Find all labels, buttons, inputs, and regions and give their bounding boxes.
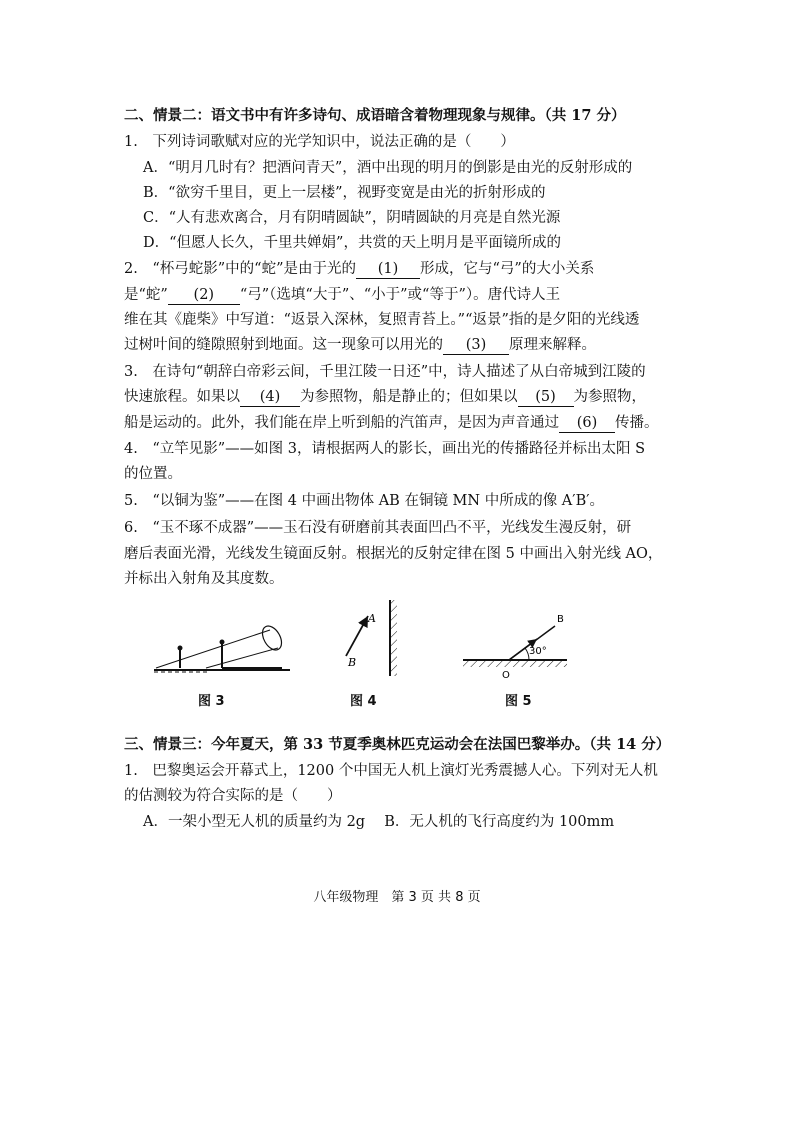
angle-label: 30° bbox=[529, 646, 547, 657]
blank-5: (5) bbox=[518, 389, 574, 407]
sun-ray-2 bbox=[206, 648, 278, 668]
q1-option-c: C．“人有悲欢离合，月有阴晴圆缺”，阴晴圆缺的月亮是自然光源 bbox=[143, 210, 561, 226]
label-o: O bbox=[502, 670, 510, 681]
label-a: A bbox=[368, 612, 376, 625]
q6-line1: 6. “玉不琢不成器”——玉石没有研磨前其表面凹凸不平，光线发生漫反射，研 bbox=[124, 520, 632, 536]
person-2-head bbox=[220, 640, 225, 645]
q6-line2: 磨后表面光滑，光线发生镜面反射。根据光的反射定律在图 5 中画出入射光线 AO， bbox=[124, 546, 663, 562]
q1-option-a: A．“明月几时有？把酒问青天”，酒中出现的明月的倒影是由光的反射形成的 bbox=[143, 160, 633, 176]
object-ab-arrow bbox=[346, 616, 368, 656]
s3-q1-options-ab: A．一架小型无人机的质量约为 2g B．无人机的飞行高度约为 100mm bbox=[143, 814, 615, 830]
q2-text: 是“蛇” bbox=[124, 287, 168, 303]
section2-heading: 二、情景二：语文书中有许多诗句、成语暗含着物理现象与规律。（共 17 分） bbox=[124, 107, 626, 124]
q3-line2 bbox=[124, 387, 646, 407]
q2-line4 bbox=[124, 335, 596, 355]
q6-line3: 并标出入射角及其度数。 bbox=[124, 571, 284, 587]
q4-line1: 4. “立竿见影”——如图 3，请根据两人的影长，画出光的传播路径并标出太阳 S bbox=[124, 441, 646, 457]
sun-ray-1 bbox=[156, 630, 270, 668]
q2-line2 bbox=[124, 285, 560, 305]
blank-1: (1) bbox=[356, 261, 420, 279]
q4-line2: 的位置。 bbox=[124, 466, 182, 482]
q2-line3: 维在其《鹿柴》中写道：“返景入深林，复照青苔上。”“返景”指的是夕阳的光线透 bbox=[124, 312, 640, 328]
blank-3: (3) bbox=[443, 337, 509, 355]
q2-text: 原理来解释。 bbox=[509, 337, 596, 353]
q3-text: 为参照物，船是静止的；但如果以 bbox=[300, 389, 518, 405]
s3-q1-line1: 1. 巴黎奥运会开幕式上，1200 个中国无人机上演灯光秀震撼人心。下列对无人机 bbox=[124, 763, 658, 779]
q1-stem: 1. 下列诗词歌赋对应的光学知识中，说法正确的是（ ） bbox=[124, 134, 515, 150]
figure-3-diagram bbox=[150, 600, 300, 680]
figure-3-caption: 图 3 bbox=[198, 694, 225, 709]
figure-4-diagram bbox=[330, 596, 420, 680]
q3-line1: 3. 在诗句“朝辞白帝彩云间，千里江陵一日还”中，诗人描述了从白帝城到江陵的 bbox=[124, 364, 646, 380]
q1-option-b: B．“欲穷千里目，更上一层楼”，视野变宽是由光的折射形成的 bbox=[143, 185, 546, 201]
label-b: B bbox=[348, 656, 357, 669]
section3-heading: 三、情景三：今年夏天，第 33 节夏季奥林匹克运动会在法国巴黎举办。（共 14 分） bbox=[124, 736, 671, 753]
blank-4: (4) bbox=[240, 389, 300, 407]
page-footer: 八年级物理 第 3 页 共 8 页 bbox=[313, 890, 481, 905]
blank-2: (2) bbox=[168, 287, 240, 305]
q3-text: 船是运动的。此外，我们能在岸上听到船的汽笛声，是因为声音通过 bbox=[124, 415, 559, 431]
q3-text: 传播。 bbox=[615, 415, 659, 431]
s3-q1-line2: 的估测较为符合实际的是（ ） bbox=[124, 788, 342, 804]
surface-hatch bbox=[463, 661, 567, 667]
q5-line1: 5. “以铜为鉴”——在图 4 中画出物体 AB 在铜镜 MN 中所成的像 A′B′。 bbox=[124, 493, 605, 509]
person-1-head bbox=[178, 646, 183, 651]
q2-text: 2. “杯弓蛇影”中的“蛇”是由于光的 bbox=[124, 261, 356, 277]
blank-6: (6) bbox=[559, 415, 615, 433]
mirror-hatch bbox=[391, 600, 397, 676]
q2-line1 bbox=[124, 259, 594, 279]
q2-text: “弓”（选填“大于”、“小于”或“等于”）。唐代诗人王 bbox=[239, 287, 561, 303]
label-b: B bbox=[557, 614, 564, 625]
figure-5-diagram bbox=[455, 606, 575, 682]
figure-5-caption: 图 5 bbox=[505, 694, 532, 709]
q3-text: 为参照物， bbox=[573, 389, 646, 405]
q3-text: 快速旅程。如果以 bbox=[124, 389, 240, 405]
q1-option-d: D．“但愿人长久，千里共婵娟”，共赏的天上明月是平面镜所成的 bbox=[143, 235, 561, 251]
q2-text: 过树叶间的缝隙照射到地面。这一现象可以用光的 bbox=[124, 337, 443, 353]
figure-4-caption: 图 4 bbox=[350, 694, 377, 709]
q3-line3 bbox=[124, 413, 659, 433]
q2-text: 形成，它与“弓”的大小关系 bbox=[420, 261, 595, 277]
sun-disk bbox=[259, 623, 286, 654]
